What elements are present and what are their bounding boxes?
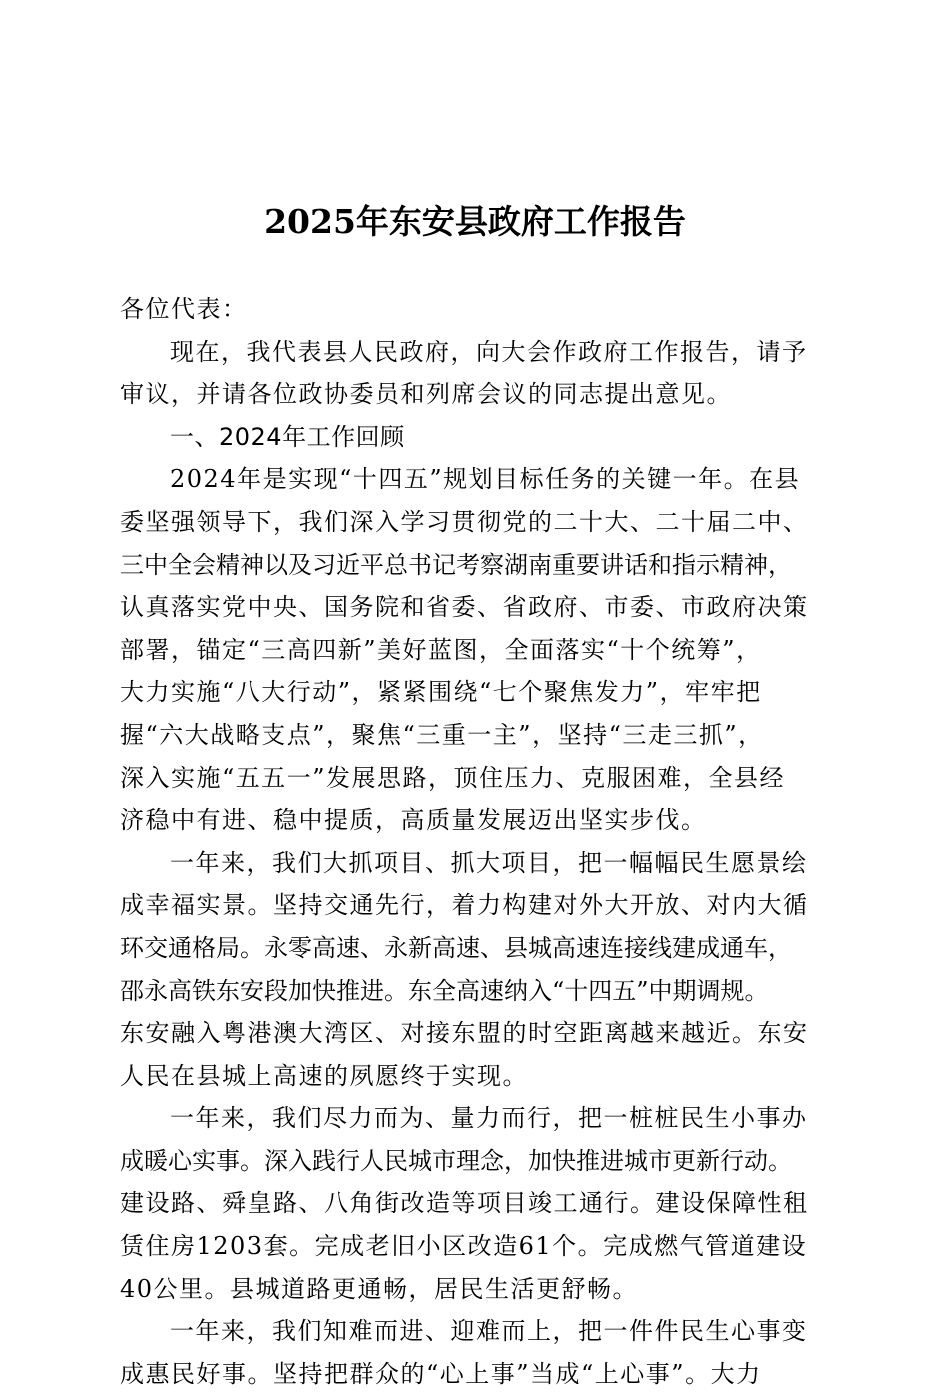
intro-paragraph [120,331,840,416]
paragraph-line: 审议，并请各位政协委员和列席会议的同志提出意见。 [120,380,732,409]
paragraph-line: 成惠民好事。坚持把群众的“心上事”当成“上心事”。大力 [120,1359,762,1388]
paragraph-line: 现在，我代表县人民政府，向大会作政府工作报告，请予 [170,337,808,366]
paragraph-line: 人民在县城上高速的夙愿终于实现。 [120,1061,528,1090]
salutation: 各位代表： [120,295,248,323]
paragraph-transport [120,842,840,1098]
paragraph-line: 握“六大战略支点”，聚焦“三重一主”，坚持“三走三抓”， [120,720,764,749]
paragraph-line: 认真落实党中央、国务院和省委、省政府、市委、市政府决策 [120,593,809,622]
paragraph-line: 40公里。县城道路更通畅，居民生活更舒畅。 [120,1274,639,1303]
paragraph-line: 环交通格局。永零高速、永新高速、县城高速连接线建成通车， [120,933,792,962]
section-heading: 一、2024年工作回顾 [170,422,405,451]
paragraph-line: 东安融入粤港澳大湾区、对接东盟的时空距离越来越近。东安 [120,1019,809,1048]
paragraph-line: 一年来，我们知难而进、迎难而上，把一件件民生心事变 [170,1317,808,1346]
document-body [120,288,840,1395]
paragraph-line: 2024年是实现“十四五”规划目标任务的关键一年。在县 [170,465,801,494]
paragraph-line: 一年来，我们大抓项目、抓大项目，把一幅幅民生愿景绘 [170,848,808,877]
paragraph-line: 赁住房1203套。完成老旧小区改造61个。完成燃气管道建设 [120,1232,808,1261]
paragraph-line: 济稳中有进、稳中提质，高质量发展迈出坚实步伐。 [120,806,707,835]
paragraph-line: 成暖心实事。深入践行人民城市理念，加快推进城市更新行动。 [120,1146,792,1175]
paragraph-line: 深入实施“五五一”发展思路，顶住压力、克服困难，全县经 [120,763,786,792]
paragraph-line: 三中全会精神以及习近平总书记考察湖南重要讲话和指示精神， [120,550,792,579]
paragraph-line: 部署，锚定“三高四新”美好蓝图，全面落实“十个统筹”， [120,635,762,664]
paragraph-overview [120,458,840,841]
paragraph-line: 委坚强领导下，我们深入学习贯彻党的二十大、二十届二中、 [120,507,809,536]
paragraph-line: 成幸福实景。坚持交通先行，着力构建对外大开放、对内大循 [120,891,809,920]
paragraph-urban-renewal [120,1097,840,1310]
document-title: 2025年东安县政府工作报告 [264,202,686,241]
paragraph-line: 邵永高铁东安段加快推进。东全高速纳入“十四五”中期调规。 [120,976,769,1005]
paragraph-line: 大力实施“八大行动”，紧紧围绕“七个聚焦发力”，牢牢把 [120,678,762,707]
paragraph-livelihood [120,1310,840,1395]
paragraph-line: 建设路、舜皇路、八角街改造等项目竣工通行。建设保障性租 [120,1189,809,1218]
paragraph-line: 一年来，我们尽力而为、量力而行，把一桩桩民生小事办 [170,1104,808,1133]
